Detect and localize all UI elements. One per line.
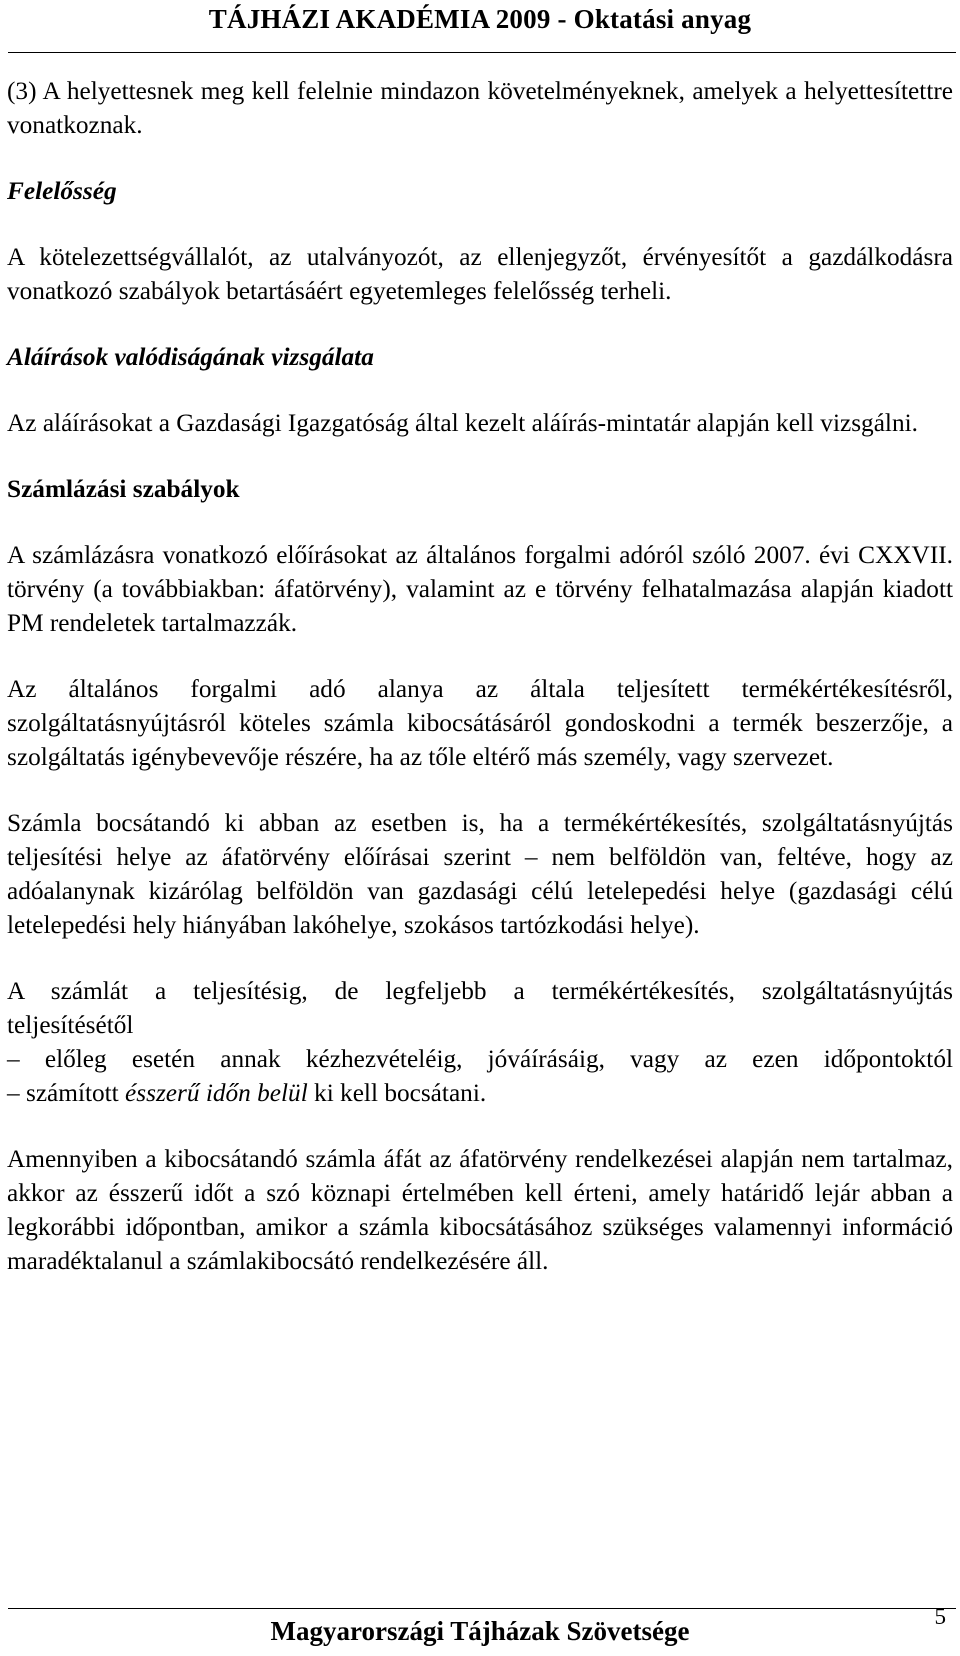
paragraph-signature-verification: Az aláírásokat a Gazdasági Igazgatóság által kezelt aláírás-mintatár alapján kell vizsgálni. (7, 409, 918, 437)
paragraph-invoice-deadline (7, 974, 953, 1110)
page-header: TÁJHÁZI AKADÉMIA 2009 - Oktatási anyag (208, 4, 752, 34)
page-footer: Magyarországi Tájházak Szövetsége (270, 1616, 690, 1646)
paragraph-vat-subject: Az általános forgalmi adó alanya az általa teljesített termékértékesítésről, szolgáltatásnyújtásról köteles számla kibocsátásáról gondoskodni a termék beszerzője, a szolgáltatás igénybevevője részére, ha az tőle eltérő más személy, vagy szervezet. (7, 675, 953, 771)
deadline-line-2: teljesítésétől (7, 1011, 134, 1039)
paragraph-substitute: (3) A helyettesnek meg kell felelnie mindazon követelményeknek, amelyek a helyettesítettre vonatkoznak. (7, 77, 953, 139)
footer-divider (8, 1608, 956, 1609)
deadline-line-4-end: ki kell bocsátani. (307, 1079, 487, 1107)
deadline-line-4 (7, 1076, 953, 1110)
paragraph-invoice-issue: Számla bocsátandó ki abban az esetben is, ha a termékértékesítés, szolgáltatásnyújtás teljesítési helye az áfatörvény előírásai szerint – nem belföldön van, feltéve, hogy az adóalanynak kizárólag belföldön van gazdasági célú letelepedési helye (gazdasági célú letelepedési hely hiányában lakóhelye, szokásos tartózkodási helye). (7, 809, 953, 939)
paragraph-responsibility: A kötelezettségvállalót, az utalványozót, az ellenjegyzőt, érvényesítőt a gazdálkodásra vonatkozó szabályok betartásáért egyetemleges felelősség terheli. (7, 243, 953, 305)
deadline-line-3: – előleg esetén annak kézhezvételéig, jóváírásáig, vagy az ezen időpontoktól (7, 1045, 953, 1073)
deadline-line-1: A számlát a teljesítésig, de legfeljebb a termékértékesítés, szolgáltatásnyújtás (7, 977, 953, 1005)
heading-responsibility: Felelősség (7, 177, 117, 205)
page-number: 5 (934, 1604, 946, 1629)
deadline-line-4-start: – számított (7, 1079, 126, 1107)
header-divider (8, 52, 956, 53)
reasonable-time-emphasis: ésszerű időn belül (125, 1079, 308, 1107)
paragraph-reasonable-time: Amennyiben a kibocsátandó számla áfát az áfatörvény rendelkezései alapján nem tartalmaz, akkor az ésszerű időt a szó köznapi értelmében kell érteni, amely határidő lejár abban a legkorábbi időpontban, amikor a számla kibocsátásához szükséges valamennyi információ maradéktalanul a számlakibocsátó rendelkezésére áll. (7, 1145, 953, 1275)
paragraph-billing-law: A számlázásra vonatkozó előírásokat az általános forgalmi adóról szóló 2007. évi CXXVII. törvény (a továbbiakban: áfatörvény), valamint az e törvény felhatalmazása alapján kiadott PM rendeletek tartalmazzák. (7, 541, 953, 637)
heading-signature-verification: Aláírások valódiságának vizsgálata (7, 343, 374, 371)
document-body (7, 74, 953, 1278)
heading-billing-rules: Számlázási szabályok (7, 475, 240, 503)
